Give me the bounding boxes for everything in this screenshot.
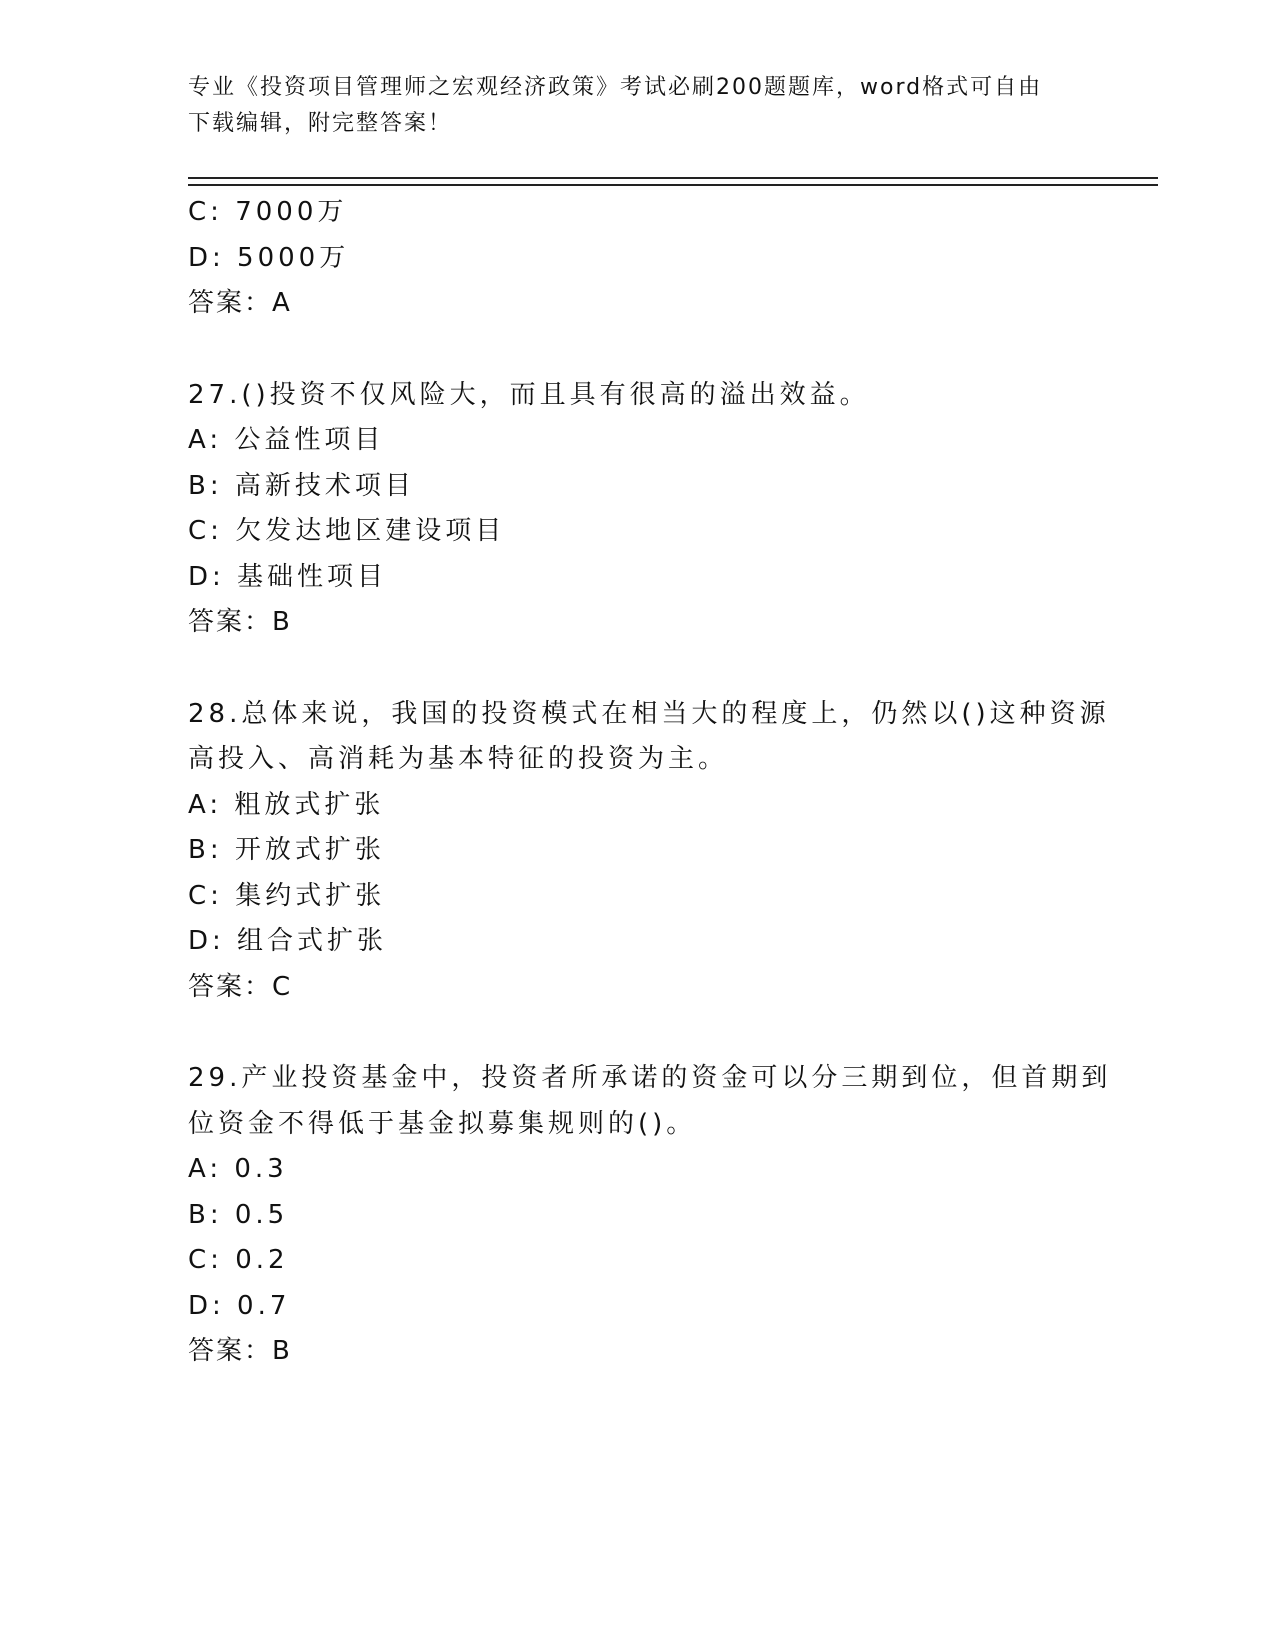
answer-label: 答案： [188, 607, 273, 637]
option-label: C: [188, 1245, 223, 1275]
option-c [188, 874, 1088, 920]
spacer [188, 1010, 1088, 1056]
question-27-block [188, 373, 1088, 646]
answer-label: 答案： [188, 1336, 273, 1366]
question-stem-line-1: 29.产业投资基金中，投资者所承诺的资金可以分三期到位，但首期到 [188, 1063, 1112, 1093]
option-text: 粗放式扩张 [234, 789, 385, 820]
answer-value: A [272, 288, 292, 318]
option-text: 组合式扩张 [237, 926, 388, 956]
question-stem-line-2: 高投入、高消耗为基本特征的投资为主。 [188, 744, 729, 774]
option-label: B: [188, 470, 223, 501]
header-rule-bottom [188, 184, 1158, 186]
header-rule-top [188, 177, 1158, 179]
option-text: 0.3 [234, 1154, 288, 1184]
option-a [188, 783, 1088, 829]
option-text: 集约式扩张 [235, 880, 386, 911]
option-d [188, 1284, 1088, 1330]
question-stem: 27.()投资不仅风险大，而且具有很高的溢出效益。 [188, 379, 870, 410]
spacer [188, 646, 1088, 692]
option-label: B: [188, 835, 223, 865]
document-body [188, 190, 1112, 1375]
header-title-line-2: 下载编辑，附完整答案！ [188, 111, 453, 136]
option-text: 7000万 [235, 197, 348, 227]
answer-value: B [272, 607, 292, 637]
option-text: 5000万 [237, 242, 350, 273]
previous-question-block [188, 190, 1088, 327]
option-label: C: [188, 880, 223, 911]
option-text: 0.5 [234, 1199, 289, 1230]
option-label: A: [188, 425, 223, 455]
option-text: 公益性项目 [234, 425, 385, 455]
option-text: 0.7 [237, 1290, 291, 1321]
option-a [188, 418, 1088, 464]
option-label: D: [188, 1290, 225, 1321]
answer-line [188, 1329, 1088, 1375]
answer-line [188, 965, 1088, 1011]
answer-value: B [272, 1336, 292, 1366]
option-label: D: [188, 561, 225, 592]
option-c [188, 509, 1088, 555]
option-text: 开放式扩张 [234, 835, 385, 865]
option-label: C: [188, 197, 223, 227]
answer-label: 答案： [188, 288, 273, 318]
document-header [188, 70, 1088, 142]
question-28-block [188, 692, 1110, 1011]
spacer [188, 327, 1088, 373]
option-c [188, 1238, 1088, 1284]
option-text: 高新技术项目 [234, 470, 415, 501]
option-d [188, 919, 1088, 965]
option-label: A: [188, 1154, 223, 1184]
option-b [188, 464, 1088, 510]
question-stem-line-1: 28.总体来说，我国的投资模式在相当大的程度上，仍然以()这种资源 [188, 698, 1110, 729]
option-d [188, 555, 1088, 601]
question-29-block [188, 1056, 1112, 1375]
option-text: 欠发达地区建设项目 [235, 516, 506, 546]
answer-line [188, 600, 1088, 646]
option-a [188, 1147, 1088, 1193]
question-stem-line-2: 位资金不得低于基金拟募集规则的()。 [188, 1108, 697, 1139]
answer-line [188, 281, 1088, 327]
option-b [188, 1193, 1088, 1239]
option-b [188, 828, 1088, 874]
option-label: C: [188, 516, 223, 546]
option-label: A: [188, 789, 223, 820]
option-label: D: [188, 926, 225, 956]
option-c [188, 190, 1088, 236]
option-text: 0.2 [235, 1245, 289, 1275]
header-title-line-1: 专业《投资项目管理师之宏观经济政策》考试必刷200题题库，word格式可自由 [188, 75, 1043, 100]
answer-value: C [272, 971, 293, 1002]
option-d [188, 236, 1088, 282]
option-label: D: [188, 242, 225, 273]
answer-label: 答案： [188, 971, 273, 1002]
option-text: 基础性项目 [237, 561, 388, 592]
option-label: B: [188, 1199, 223, 1230]
